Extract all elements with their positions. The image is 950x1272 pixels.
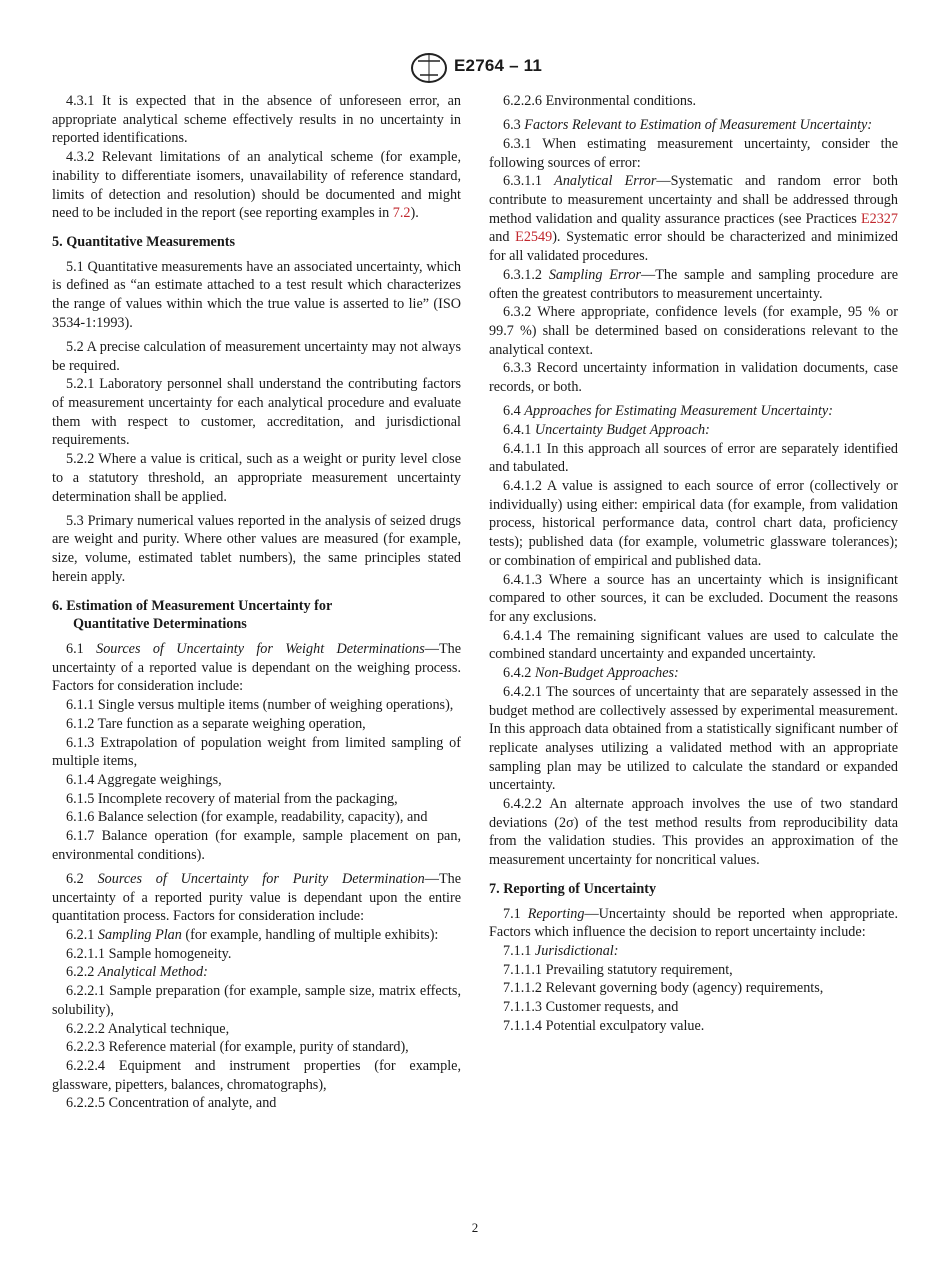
para-5-2: 5.2 A precise calculation of measurement uncertainty may not always be required. (52, 338, 461, 374)
para-7-1-1-3: 7.1.1.3 Customer requests, and (503, 999, 679, 1016)
para-5-2-2: 5.2.2 Where a value is critical, such as a weight or purity level close to a statutory threshold, an appropriate measurement uncertainty determination shall be applied. (52, 451, 461, 505)
para-6-4: 6.4 Approaches for Estimating Measurement Uncertainty: (503, 403, 833, 420)
para-6-2-2-6: 6.2.2.6 Environmental conditions. (503, 93, 697, 109)
para-7-1-1: 7.1.1 Jurisdictional: (503, 942, 619, 959)
para-6-3-1: 6.3.1 When estimating measurement uncertainty, consider the following sources of error: (489, 135, 898, 171)
ref-7-2-link[interactable]: 7.2 (392, 205, 411, 222)
para-6-3-1-2: 6.3.1.2 Sampling Error—The sample and sampling procedure are often the greatest contributors to measurement uncertainty. (489, 266, 899, 302)
para-6-4-1-3: 6.4.1.3 Where a source has an uncertainty which is insignificant compared to other sources, it can be excluded. Document the reasons for any exclusions. (489, 571, 898, 625)
para-7-1-1-2: 7.1.1.2 Relevant governing body (agency) requirements, (503, 980, 824, 997)
para-6-2-2-4: 6.2.2.4 Equipment and instrument properties (for example, glassware, pipetters, balances, chromatographs), (52, 1057, 461, 1093)
section-7-heading: 7. Reporting of Uncertainty (489, 880, 657, 897)
para-6-2-2: 6.2.2 Analytical Method: (66, 964, 208, 981)
page-header (0, 52, 950, 86)
para-6-2-1: 6.2.1 Sampling Plan (for example, handling of multiple exhibits): (66, 927, 439, 944)
para-6-1-1: 6.1.1 Single versus multiple items (number of weighing operations), (66, 697, 454, 714)
para-7-1-1-1: 7.1.1.1 Prevailing statutory requirement, (503, 961, 733, 978)
para-6-2-2-1: 6.2.2.1 Sample preparation (for example, sample size, matrix effects, solubility), (52, 983, 461, 1018)
para-6-3: 6.3 Factors Relevant to Estimation of Measurement Uncertainty: (503, 117, 873, 134)
para-6-3-2: 6.3.2 Where appropriate, confidence levels (for example, 95 % or 99.7 %) shall be determined based on considerations relevant to the analytical context. (489, 304, 898, 358)
para-6-1-5: 6.1.5 Incomplete recovery of material from the packaging, (66, 790, 398, 807)
para-6-3-1-1: 6.3.1.1 Analytical Error—Systematic and random error both contribute to measurement uncertainty and shall be addressed through method validation and quality assurance practices (see Practices E2327 and E2549). Systematic error should be characterized and minimized for all validated procedures. (489, 173, 899, 265)
para-6-4-1-4: 6.4.1.4 The remaining significant values are used to calculate the combined standard uncertainty and expanded uncertainty. (489, 627, 898, 663)
para-6-4-2-1: 6.4.2.1 The sources of uncertainty that are separately assessed in the budget method are collectively assessed by experimental measurement. In this approach data obtained from a statistically significant number of replicate analyses utilizing a validated method with an appropriate sampling plan may be utilized to calculate the standard or expanded uncertainty. (489, 683, 898, 794)
para-6-2-2-2: 6.2.2.2 Analytical technique, (66, 1020, 230, 1037)
para-7-1-1-4: 7.1.1.4 Potential exculpatory value. (503, 1017, 705, 1034)
para-6-4-2-2: 6.4.2.2 An alternate approach involves the use of two standard deviations (2σ) of the test method results from reproducibility data from the validation studies. This provides an approximation of the measurement uncertainty for noncritical values. (489, 796, 898, 869)
para-5-1: 5.1 Quantitative measurements have an associated uncertainty, which is defined as “an estimate attached to a test result which characterizes the range of values within which the true value is asserted to lie” (ISO 3534-1:1993). (52, 258, 461, 331)
para-6-1-4: 6.1.4 Aggregate weighings, (66, 771, 222, 788)
para-6-1-7: 6.1.7 Balance operation (for example, sample placement on pan, environmental conditions). (52, 828, 461, 863)
para-4-3-1: 4.3.1 It is expected that in the absence of unforeseen error, an appropriate analytical scheme effectively results in no uncertainty in reported identifications. (52, 93, 461, 147)
para-7-1: 7.1 Reporting—Uncertainty should be reported when appropriate. Factors which influence the decision to report uncertainty include: (489, 905, 898, 941)
para-6-4-1-1: 6.4.1.1 In this approach all sources of error are separately identified and tabulated. (489, 440, 898, 476)
para-6-2-2-5: 6.2.2.5 Concentration of analyte, and (66, 1095, 277, 1112)
section-6-heading: 6. Estimation of Measurement Uncertainty for Quantitative Determinations (52, 597, 333, 633)
astm-logo-icon (410, 52, 448, 84)
section-5-heading: 5. Quantitative Measurements (52, 233, 235, 250)
para-6-4-1: 6.4.1 Uncertainty Budget Approach: (503, 421, 710, 438)
para-6-2: 6.2 Sources of Uncertainty for Purity Determination—The uncertainty of a reported purity value is dependant upon the entire quantitation process. Factors for consideration include: (52, 870, 461, 925)
para-6-4-2: 6.4.2 Non-Budget Approaches: (503, 665, 679, 682)
para-6-2-1-1: 6.2.1.1 Sample homogeneity. (66, 945, 232, 962)
para-6-1-2: 6.1.2 Tare function as a separate weighing operation, (66, 715, 366, 732)
left-column (52, 92, 461, 1113)
para-6-3-3: 6.3.3 Record uncertainty information in validation documents, case records, or both. (489, 360, 898, 396)
para-6-1: 6.1 Sources of Uncertainty for Weight Determinations—The uncertainty of a reported value is dependant on the weighing process. Factors for consideration include: (52, 640, 462, 695)
para-6-1-6: 6.1.6 Balance selection (for example, readability, capacity), and (66, 809, 428, 826)
para-4-3-2: 4.3.2 Relevant limitations of an analytical scheme (for example, inability to differentiate isomers, unavailability of reference standard, limits of detection and resolution) should be documented and might need to be included in the report (see reporting examples in 7.2). (52, 149, 461, 222)
para-6-4-1-2: 6.4.1.2 A value is assigned to each source of error (collectively or individually) using either: empirical data (for example, from validation process, historical performance data, control chart data, proficiency tests); published data (for example, volumetric glassware tolerances); or combination of empirical and published data. (489, 478, 898, 569)
para-6-1-3: 6.1.3 Extrapolation of population weight from limited sampling of multiple items, (52, 734, 461, 770)
para-5-3: 5.3 Primary numerical values reported in the analysis of seized drugs are weight and purity. Where other values are measured (for example, size, volume, estimated tablet numbers), the same principles stated herein apply. (52, 512, 461, 585)
para-5-2-1: 5.2.1 Laboratory personnel shall understand the contributing factors of measurement uncertainty for each analytical procedure and evaluate them with respect to customer, accreditation, and jurisdictional requirements. (52, 376, 461, 449)
page-number: 2 (471, 1220, 479, 1235)
document-id: E2764 – 11 (454, 56, 543, 75)
ref-e2549-link[interactable]: E2549 (515, 229, 553, 246)
right-column (489, 92, 898, 1035)
para-6-2-2-3: 6.2.2.3 Reference material (for example, purity of standard), (66, 1039, 409, 1056)
ref-e2327-link[interactable]: E2327 (860, 210, 898, 227)
